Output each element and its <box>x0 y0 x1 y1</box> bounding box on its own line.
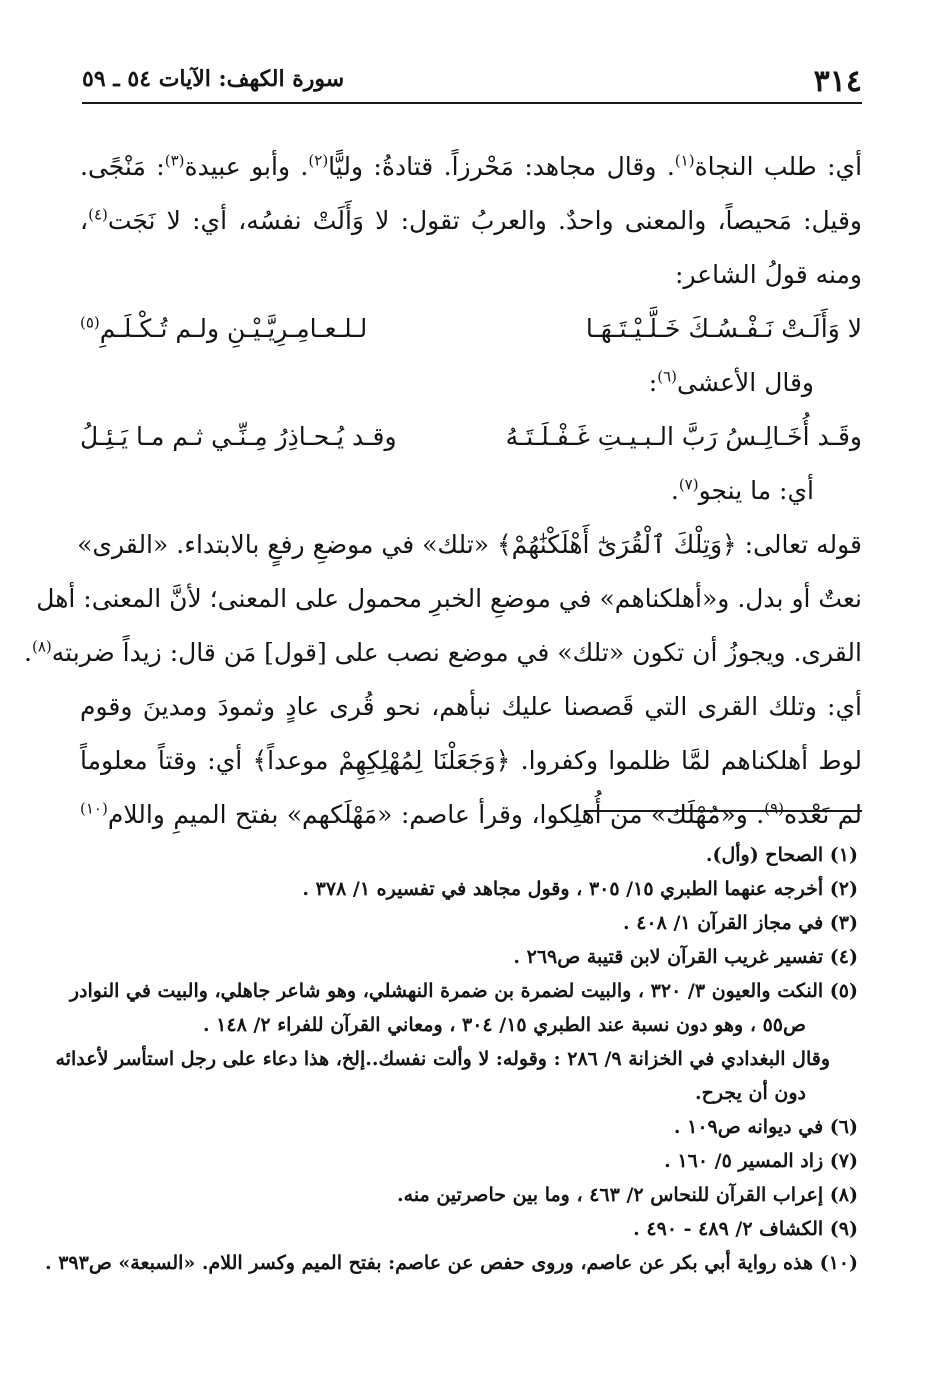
footnote-ref[interactable]: (١٠) <box>80 799 108 818</box>
footnote-2: (٢) أخرجه عنهما الطبري ١٥/ ٣٠٥ ، وقول مجاهد في تفسيره ١/ ٣٧٨ . <box>302 878 858 900</box>
text-line: وقيل: مَحيصاً، والمعنى واحدٌ. والعربُ تقول: لا وَأَلَتْ نفسُه، أي: لا نَجَت$^{(٤)}$، <box>80 205 862 235</box>
footnote-ref[interactable]: (٩) <box>764 799 785 818</box>
footnote-ref[interactable]: (٤) <box>88 205 108 224</box>
verse-first-hemistich: وقَـد أُخَـالِـسُ رَبَّ الـبـيـتِ غَـفْـلَـتَـهُ <box>505 422 862 451</box>
text-line: ومنه قولُ الشاعر: <box>675 260 862 289</box>
main-text <box>24 140 863 842</box>
footnotes <box>44 838 858 1280</box>
footnote-ref[interactable]: (٢) <box>308 151 329 170</box>
page-header <box>82 62 862 104</box>
verse-first-hemistich: لا وَأَلَـتْ نَـفْـسُـكَ خَـلَّـيْـتَـهَـا <box>585 314 862 343</box>
poem-verse <box>80 410 862 464</box>
verse-second-hemistich: وقـد يُـحـاذِرُ مِـنِّـي ثـم مـا يَـئِـلُ <box>80 422 397 451</box>
footnote-7: (٧) زاد المسير ٥/ ١٦٠ . <box>664 1150 858 1172</box>
footnote-ref[interactable]: (٥) <box>80 313 100 332</box>
footnote-ref[interactable]: (٦) <box>657 367 677 386</box>
footnote-4: (٤) تفسير غريب القرآن لابن قتيبة ص٢٦٩ . <box>513 946 858 968</box>
footnote-9: (٩) الكشاف ٢/ ٤٨٩ - ٤٩٠ . <box>633 1218 858 1240</box>
footnote-8: (٨) إعراب القرآن للنحاس ٢/ ٤٦٣ ، وما بين حاصرتين منه. <box>397 1184 858 1206</box>
footnote-3: (٣) في مجاز القرآن ١/ ٤٠٨ . <box>622 912 858 934</box>
footnote-10: (١٠) هذه رواية أبي بكر عن عاصم، وروى حفص عن عاصم: بفتح الميم وكسر اللام. «السبعة» ص٣٩٣ . <box>44 1252 858 1274</box>
text-line: لوط أهلكناهم لمَّا ظلموا وكفروا. ﴿وَجَعَلْنَا لِمُهْلِكِهِمْ موعداً﴾ أي: وقتاً معلوماً <box>80 746 862 775</box>
text-line: لم نَعْده$^{(٩)}$. و«مُهْلَك» من أُهلِكوا، وقرأ عاصم: «مَهْلَكهم» بفتح الميمِ واللام$^{(١٠)}$ <box>80 799 862 829</box>
footnote-ref[interactable]: (٧) <box>678 475 699 494</box>
footnote-ref[interactable]: (٣) <box>164 151 185 170</box>
footnote-5-note: وقال البغدادي في الخزانة ٩/ ٢٨٦ : وقوله: لا وألت نفسك..إلخ، هذا دعاء على رجل استأسر لأعدائه <box>55 1048 830 1070</box>
footnote-ref[interactable]: (١) <box>674 151 695 170</box>
text-line: نعتٌ أو بدل. و«أهلكناهم» في موضعِ الخبرِ محمول على المعنى؛ لأنَّ المعنى: أهل <box>36 584 862 613</box>
footnote-5-continuation: ص٥٥ ، وهو دون نسبة عند الطبري ١٥/ ٣٠٤ ، ومعاني القرآن للفراء ٢/ ١٤٨ . <box>202 1014 806 1036</box>
footnote-ref[interactable]: (٨) <box>32 637 52 656</box>
text-line: قوله تعالى: ﴿وَتِلْكَ ٱلْقُرَىٰٓ أَهْلَكْنَٰهُمْ﴾ «تلك» في موضعِ رفعٍ بالابتداء. «القرى» <box>77 530 862 559</box>
text-line: القرى. ويجوزُ أن تكون «تلك» في موضع نصب على [قول] مَن قال: زيداً ضربته$^{(٨)}$. <box>24 637 862 667</box>
footnote-6: (٦) في ديوانه ص١٠٩ . <box>673 1116 858 1138</box>
text-line: أي: وتلك القرى التي قَصصنا عليك نبأهم، نحو قُرى عادٍ وثمودَ ومدينَ وقوم <box>80 692 862 721</box>
footnote-5-note-continuation: دون أن يجرح. <box>695 1082 806 1104</box>
text-line: وقال الأعشى$^{(٦)}$: <box>648 367 814 397</box>
footnote-separator <box>584 810 862 812</box>
page-number: ٣١٤ <box>813 64 862 99</box>
text-line: أي: ما ينجو$^{(٧)}$. <box>670 475 814 505</box>
footnote-5: (٥) النكت والعيون ٣/ ٣٢٠ ، والبيت لضمرة بن ضمرة النهشلي، وهو شاعر جاهلي، والبيت في النوادر <box>69 980 858 1002</box>
running-title: سورة الكهف: الآيات ٥٤ ـ ٥٩ <box>82 66 345 92</box>
poem-verse <box>80 302 862 356</box>
footnote-1: (١) الصحاح (وأل). <box>705 844 858 866</box>
verse-second-hemistich: لـلـعـامِـرِيَّـيْـنِ ولـم تُـكْـلَـمِ$^{(٥)}$ <box>80 313 368 343</box>
text-line: أي: طلب النجاة$^{(١)}$. وقال مجاهد: مَحْرزاً. قتادةُ: وليًّا$^{(٢)}$. وأبو عبيدة$^{(٣)}$: مَنْجًى. <box>80 151 863 181</box>
